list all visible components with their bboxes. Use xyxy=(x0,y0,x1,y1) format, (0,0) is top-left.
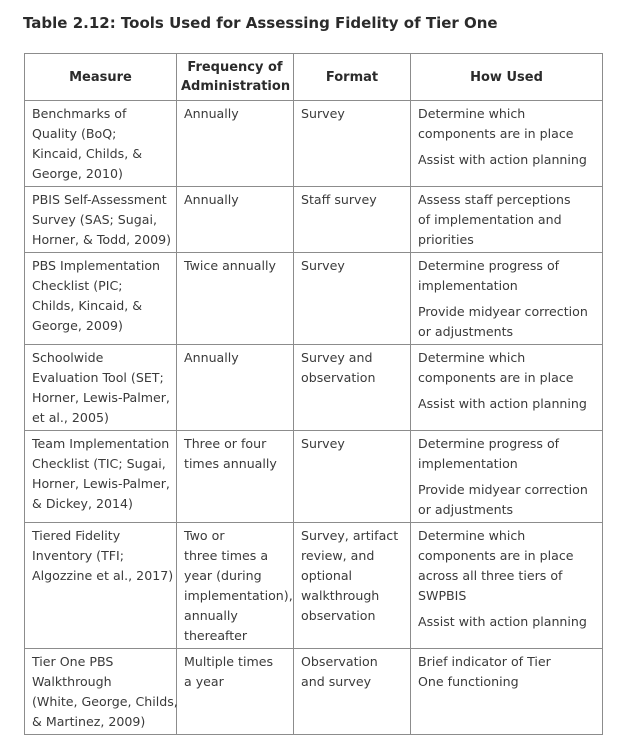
format-cell xyxy=(294,253,411,345)
frequency-cell xyxy=(177,431,294,523)
measure-cell xyxy=(25,253,177,345)
frequency-cell-line: year (during xyxy=(184,568,262,583)
how-used-line: implementation xyxy=(418,278,518,293)
how-used-cell xyxy=(411,649,603,735)
how-used-line: Determine progress of xyxy=(418,258,560,273)
format-cell-line: Survey and xyxy=(301,350,373,365)
frequency-cell-line: Annually xyxy=(184,350,239,365)
measure-cell-line: George, 2009) xyxy=(32,318,123,333)
how-used-line: or adjustments xyxy=(418,502,514,517)
measure-cell-line: et al., 2005) xyxy=(32,410,109,425)
table-title: Table 2.12: Tools Used for Assessing Fidelity of Tier One xyxy=(23,14,498,32)
how-used-cell xyxy=(411,431,603,523)
frequency-cell-line: Annually xyxy=(184,106,239,121)
header-frequency xyxy=(177,54,294,101)
how-used-line: Determine which xyxy=(418,106,526,121)
frequency-cell-line: Twice annually xyxy=(184,258,276,273)
table-row xyxy=(25,101,603,187)
measure-cell-line: Algozzine et al., 2017) xyxy=(32,568,174,583)
how-used-line: components are in place xyxy=(418,548,574,563)
how-used-line: implementation xyxy=(418,456,518,471)
format-cell-line: Staff survey xyxy=(301,192,377,207)
measure-cell-line: Childs, Kincaid, & xyxy=(32,298,143,313)
format-cell-line: Survey xyxy=(301,106,345,121)
measure-cell-line: Walkthrough xyxy=(32,674,112,689)
how-used-line: Assist with action planning xyxy=(418,396,587,411)
how-used-line: Determine progress of xyxy=(418,436,560,451)
how-used-line: Determine which xyxy=(418,350,526,365)
frequency-cell xyxy=(177,187,294,253)
measure-cell xyxy=(25,649,177,735)
format-cell xyxy=(294,649,411,735)
header-frequency-line1: Frequency of xyxy=(187,60,283,75)
header-frequency-line2: Administration xyxy=(181,79,291,94)
table-row xyxy=(25,187,603,253)
measure-cell-line: Inventory (TFI; xyxy=(32,548,124,563)
format-cell-line: walkthrough xyxy=(301,588,380,603)
how-used-line: across all three tiers of xyxy=(418,568,563,583)
measure-cell-line: PBIS Self-Assessment xyxy=(32,192,167,207)
header-format: Format xyxy=(294,54,411,101)
measure-cell xyxy=(25,431,177,523)
how-used-line: components are in place xyxy=(418,126,574,141)
measure-cell-line: Checklist (TIC; Sugai, xyxy=(32,456,166,471)
measure-cell-line: (White, George, Childs, xyxy=(32,694,178,709)
frequency-cell-line: Three or four xyxy=(184,436,267,451)
how-used-line: of implementation and xyxy=(418,212,562,227)
measure-cell-line: Schoolwide xyxy=(32,350,104,365)
measure-cell-line: Quality (BoQ; xyxy=(32,126,117,141)
measure-cell-line: George, 2010) xyxy=(32,166,123,181)
measure-cell-line: Tier One PBS xyxy=(32,654,114,669)
how-used-line: Assist with action planning xyxy=(418,614,587,629)
measure-cell-line: & Dickey, 2014) xyxy=(32,496,133,511)
how-used-line: Provide midyear correction xyxy=(418,482,588,497)
frequency-cell-line: Two or xyxy=(184,528,225,543)
measure-cell xyxy=(25,101,177,187)
frequency-cell-line: three times a xyxy=(184,548,269,563)
frequency-cell xyxy=(177,649,294,735)
frequency-cell-line: Multiple times xyxy=(184,654,274,669)
frequency-cell-line: thereafter xyxy=(184,628,248,643)
measure-cell xyxy=(25,187,177,253)
how-used-cell xyxy=(411,187,603,253)
measure-cell-line: PBS Implementation xyxy=(32,258,161,273)
how-used-line: or adjustments xyxy=(418,324,514,339)
table-body xyxy=(25,101,603,735)
how-used-line: Assess staff perceptions xyxy=(418,192,571,207)
how-used-line: Provide midyear correction xyxy=(418,304,588,319)
format-cell-line: Survey, artifact xyxy=(301,528,399,543)
measure-cell-line: Horner, Lewis-Palmer, xyxy=(32,390,170,405)
table-row xyxy=(25,253,603,345)
measure-cell-line: Survey (SAS; Sugai, xyxy=(32,212,157,227)
frequency-cell-line: implementation), xyxy=(184,588,293,603)
measure-cell xyxy=(25,345,177,431)
frequency-cell xyxy=(177,101,294,187)
fidelity-tools-table xyxy=(24,53,603,735)
format-cell-line: Observation xyxy=(301,654,378,669)
how-used-line: Assist with action planning xyxy=(418,152,587,167)
table-row xyxy=(25,523,603,649)
format-cell-line: review, and xyxy=(301,548,375,563)
format-cell xyxy=(294,101,411,187)
measure-cell-line: Checklist (PIC; xyxy=(32,278,123,293)
how-used-line: priorities xyxy=(418,232,474,247)
header-measure: Measure xyxy=(25,54,177,101)
how-used-line: Determine which xyxy=(418,528,526,543)
format-cell-line: Survey xyxy=(301,258,345,273)
format-cell xyxy=(294,187,411,253)
format-cell-line: and survey xyxy=(301,674,372,689)
how-used-line: SWPBIS xyxy=(418,588,467,603)
table-row xyxy=(25,431,603,523)
how-used-cell xyxy=(411,345,603,431)
measure-cell-line: Horner, Lewis-Palmer, xyxy=(32,476,170,491)
how-used-line: One functioning xyxy=(418,674,519,689)
format-cell-line: observation xyxy=(301,370,376,385)
header-how-used: How Used xyxy=(411,54,603,101)
how-used-cell xyxy=(411,523,603,649)
measure-cell-line: Kincaid, Childs, & xyxy=(32,146,143,161)
frequency-cell-line: times annually xyxy=(184,456,277,471)
frequency-cell-line: a year xyxy=(184,674,224,689)
table-row xyxy=(25,345,603,431)
measure-cell-line: & Martinez, 2009) xyxy=(32,714,146,729)
how-used-cell xyxy=(411,101,603,187)
frequency-cell xyxy=(177,523,294,649)
format-cell xyxy=(294,523,411,649)
frequency-cell xyxy=(177,253,294,345)
format-cell-line: optional xyxy=(301,568,353,583)
measure-cell-line: Benchmarks of xyxy=(32,106,127,121)
measure-cell-line: Tiered Fidelity xyxy=(32,528,121,543)
format-cell xyxy=(294,431,411,523)
header-row xyxy=(25,54,603,101)
how-used-cell xyxy=(411,253,603,345)
format-cell-line: Survey xyxy=(301,436,345,451)
how-used-line: components are in place xyxy=(418,370,574,385)
frequency-cell-line: Annually xyxy=(184,192,239,207)
format-cell xyxy=(294,345,411,431)
format-cell-line: observation xyxy=(301,608,376,623)
measure-cell-line: Team Implementation xyxy=(32,436,170,451)
measure-cell xyxy=(25,523,177,649)
measure-cell-line: Evaluation Tool (SET; xyxy=(32,370,164,385)
how-used-line: Brief indicator of Tier xyxy=(418,654,551,669)
frequency-cell-line: annually xyxy=(184,608,238,623)
table-row xyxy=(25,649,603,735)
frequency-cell xyxy=(177,345,294,431)
measure-cell-line: Horner, & Todd, 2009) xyxy=(32,232,172,247)
